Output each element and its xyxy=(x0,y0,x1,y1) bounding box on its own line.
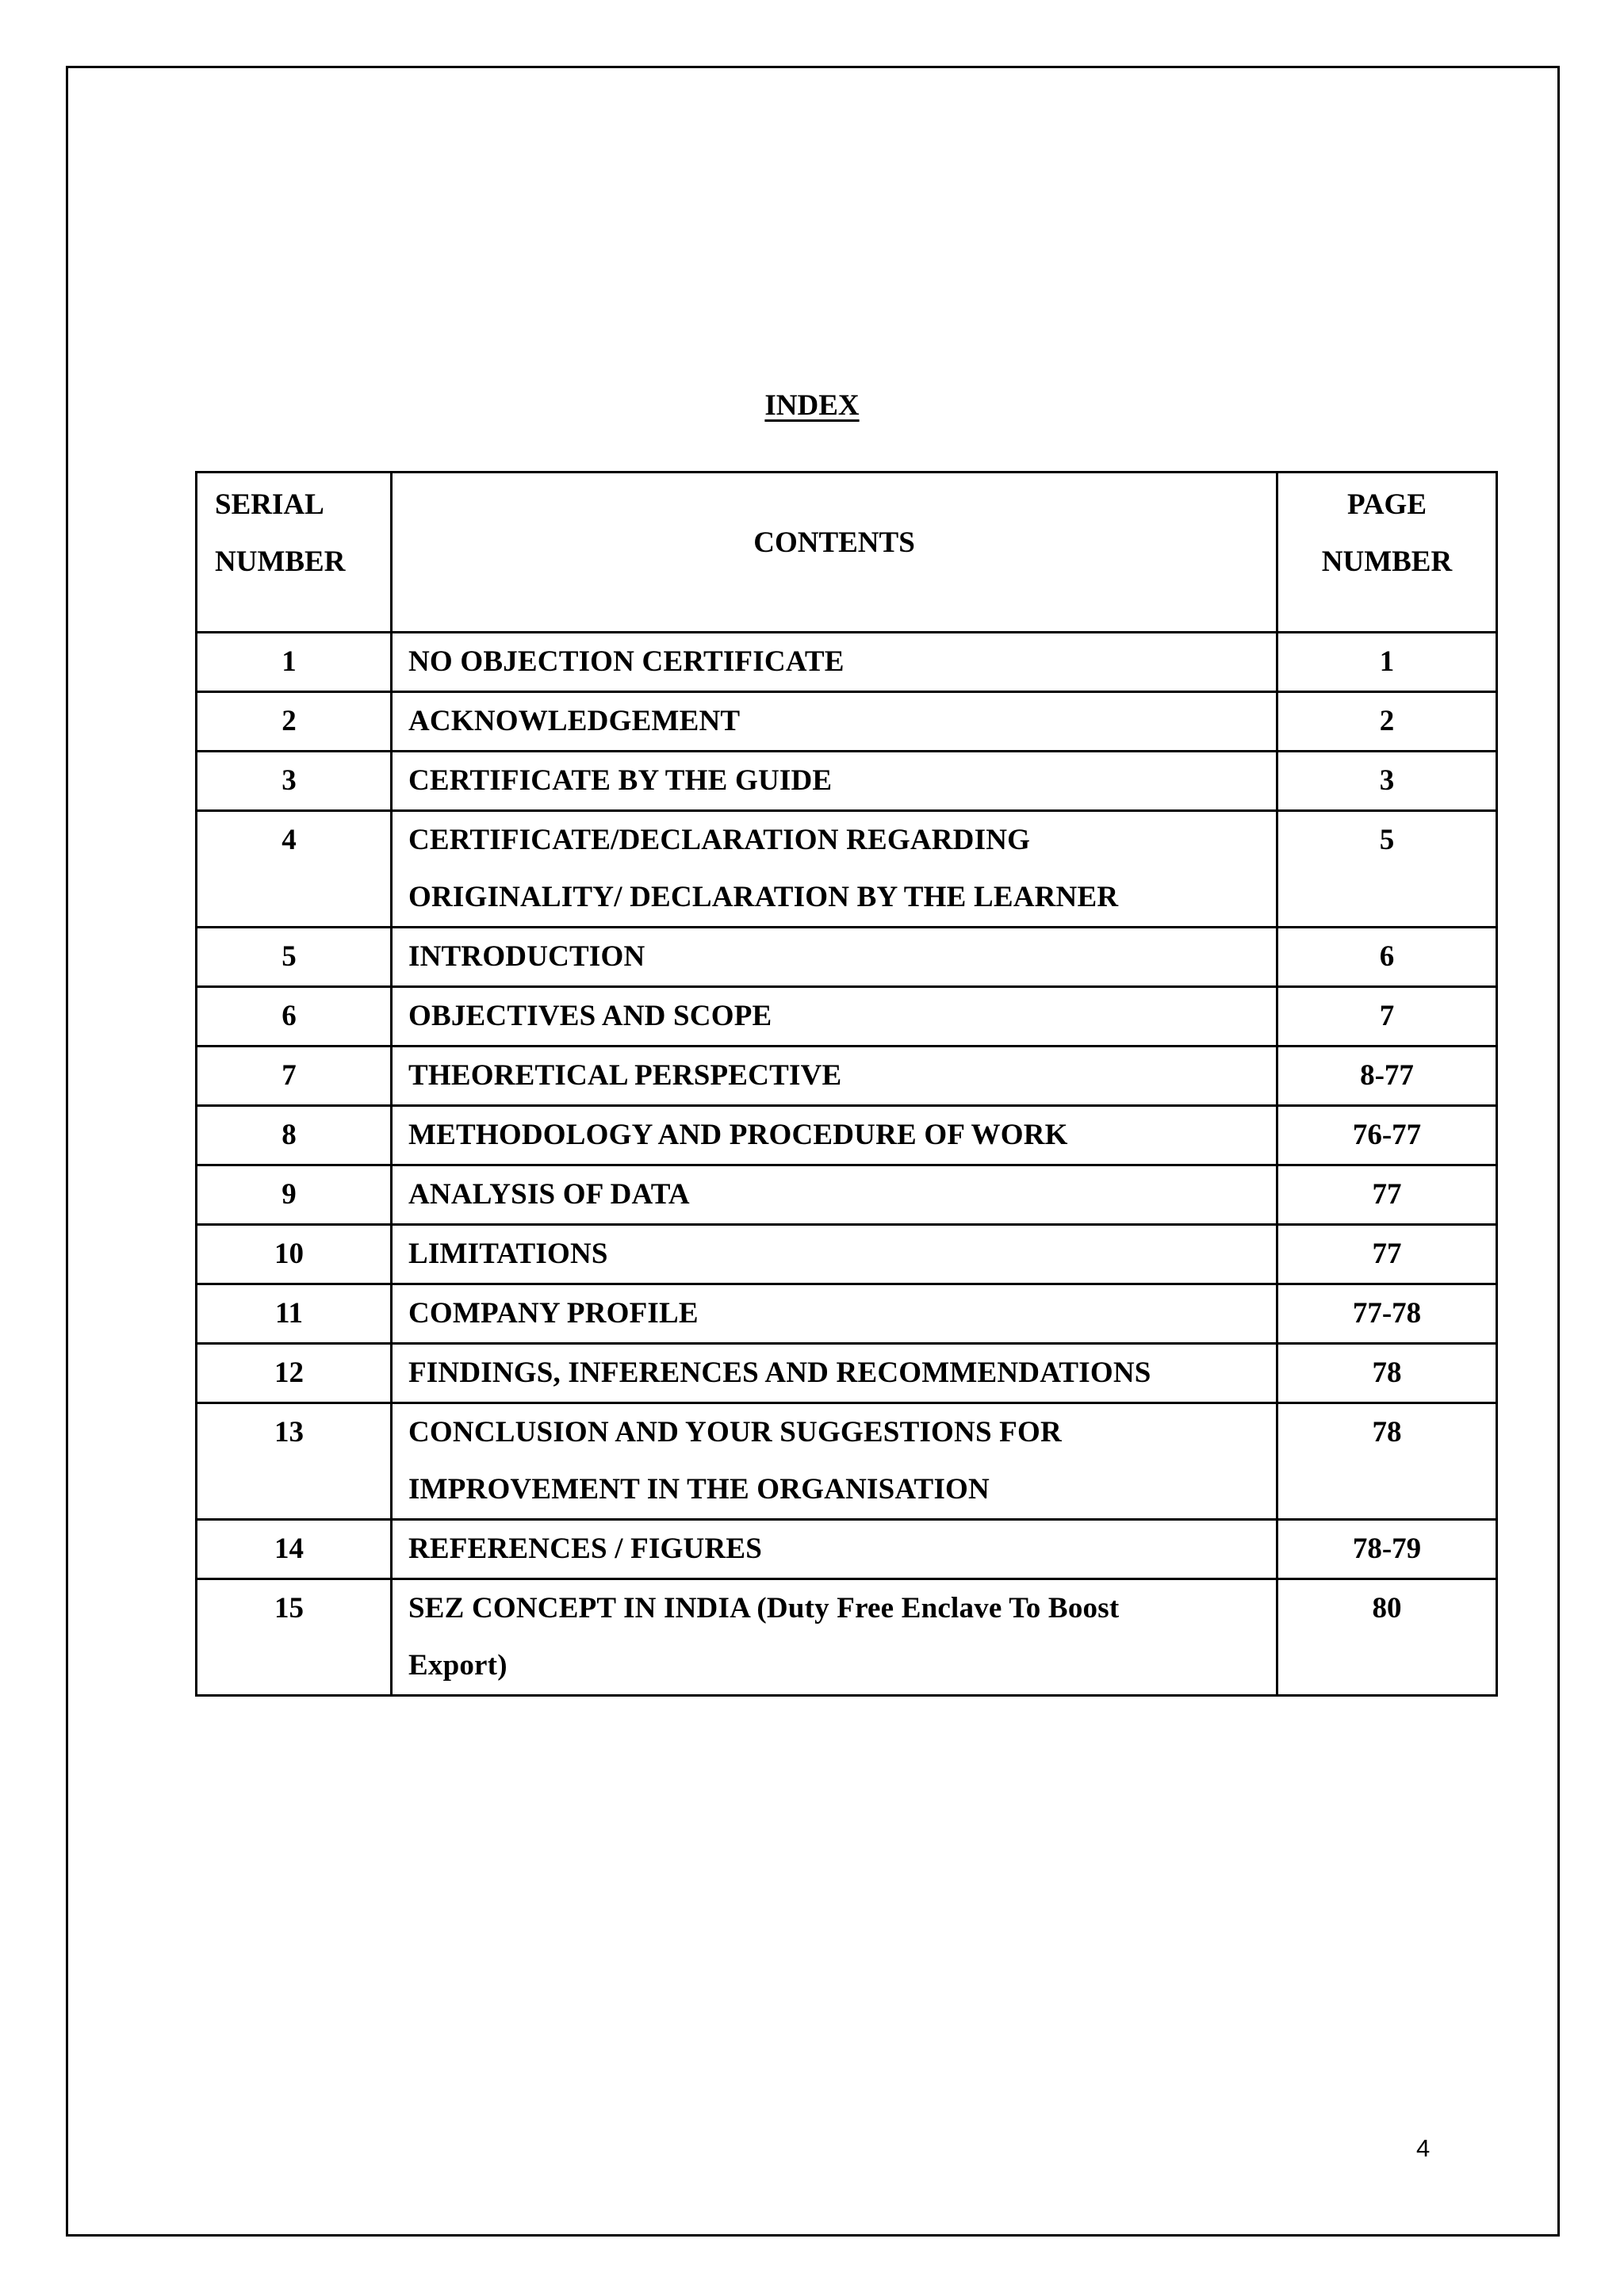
page-cell: 1 xyxy=(1277,633,1497,692)
page-cell: 78 xyxy=(1277,1403,1497,1520)
table-row xyxy=(197,1225,1497,1284)
content-cell: METHODOLOGY AND PROCEDURE OF WORK xyxy=(392,1106,1277,1165)
serial-cell: 9 xyxy=(197,1165,392,1225)
page-cell: 77 xyxy=(1277,1165,1497,1225)
header-page-line1: PAGE xyxy=(1346,488,1427,521)
content-cell xyxy=(392,1403,1277,1520)
content-cell xyxy=(392,811,1277,928)
serial-cell: 5 xyxy=(197,928,392,987)
header-contents: CONTENTS xyxy=(392,473,1277,633)
content-cell: LIMITATIONS xyxy=(392,1225,1277,1284)
table-row xyxy=(197,1284,1497,1344)
serial-cell: 11 xyxy=(197,1284,392,1344)
header-serial-number xyxy=(197,473,392,633)
serial-cell: 13 xyxy=(197,1403,392,1520)
content-cell xyxy=(392,1579,1277,1696)
page-cell: 7 xyxy=(1277,987,1497,1047)
content-cell: CERTIFICATE BY THE GUIDE xyxy=(392,752,1277,811)
content-line: ORIGINALITY/ DECLARATION BY THE LEARNER xyxy=(408,881,1119,913)
page-cell: 5 xyxy=(1277,811,1497,928)
content-cell: REFERENCES / FIGURES xyxy=(392,1520,1277,1579)
content-cell: INTRODUCTION xyxy=(392,928,1277,987)
serial-cell: 2 xyxy=(197,692,392,752)
table-row xyxy=(197,692,1497,752)
page-cell: 2 xyxy=(1277,692,1497,752)
header-page-line2: NUMBER xyxy=(1321,545,1453,578)
content-line: IMPROVEMENT IN THE ORGANISATION xyxy=(408,1473,990,1506)
table-row xyxy=(197,1403,1497,1520)
serial-cell: 7 xyxy=(197,1047,392,1106)
page-cell: 76-77 xyxy=(1277,1106,1497,1165)
table-row xyxy=(197,1344,1497,1403)
header-page-number xyxy=(1277,473,1497,633)
content-cell: ANALYSIS OF DATA xyxy=(392,1165,1277,1225)
serial-cell: 14 xyxy=(197,1520,392,1579)
content-cell: THEORETICAL PERSPECTIVE xyxy=(392,1047,1277,1106)
serial-cell: 10 xyxy=(197,1225,392,1284)
table-row xyxy=(197,1106,1497,1165)
serial-cell: 6 xyxy=(197,987,392,1047)
page-cell: 77-78 xyxy=(1277,1284,1497,1344)
page-cell: 80 xyxy=(1277,1579,1497,1696)
page-number: 4 xyxy=(1416,2134,1431,2162)
content-line: CERTIFICATE/DECLARATION REGARDING xyxy=(408,824,1031,856)
header-serial-line1: SERIAL xyxy=(215,488,324,521)
table-row xyxy=(197,928,1497,987)
page-cell: 78-79 xyxy=(1277,1520,1497,1579)
table-row xyxy=(197,1047,1497,1106)
table-row xyxy=(197,1165,1497,1225)
content-cell: OBJECTIVES AND SCOPE xyxy=(392,987,1277,1047)
content-line: CONCLUSION AND YOUR SUGGESTIONS FOR xyxy=(408,1416,1062,1448)
page-cell: 6 xyxy=(1277,928,1497,987)
table-header-row xyxy=(197,473,1497,633)
content-cell: NO OBJECTION CERTIFICATE xyxy=(392,633,1277,692)
serial-cell: 8 xyxy=(197,1106,392,1165)
index-table xyxy=(195,471,1498,1697)
content-line: SEZ CONCEPT IN INDIA (Duty Free Enclave To Boost xyxy=(408,1592,1120,1624)
table-row xyxy=(197,752,1497,811)
page-cell: 77 xyxy=(1277,1225,1497,1284)
serial-cell: 12 xyxy=(197,1344,392,1403)
serial-cell: 4 xyxy=(197,811,392,928)
header-serial-line2: NUMBER xyxy=(215,545,346,578)
table-row xyxy=(197,811,1497,928)
page-cell: 78 xyxy=(1277,1344,1497,1403)
serial-cell: 3 xyxy=(197,752,392,811)
page-cell: 3 xyxy=(1277,752,1497,811)
page-cell: 8-77 xyxy=(1277,1047,1497,1106)
serial-cell: 15 xyxy=(197,1579,392,1696)
content-cell: COMPANY PROFILE xyxy=(392,1284,1277,1344)
table-row xyxy=(197,987,1497,1047)
page-title: INDEX xyxy=(764,389,860,422)
content-cell: FINDINGS, INFERENCES AND RECOMMENDATIONS xyxy=(392,1344,1277,1403)
content-cell: ACKNOWLEDGEMENT xyxy=(392,692,1277,752)
table-row xyxy=(197,1579,1497,1696)
table-row xyxy=(197,633,1497,692)
table-row xyxy=(197,1520,1497,1579)
content-line: Export) xyxy=(408,1649,508,1682)
serial-cell: 1 xyxy=(197,633,392,692)
